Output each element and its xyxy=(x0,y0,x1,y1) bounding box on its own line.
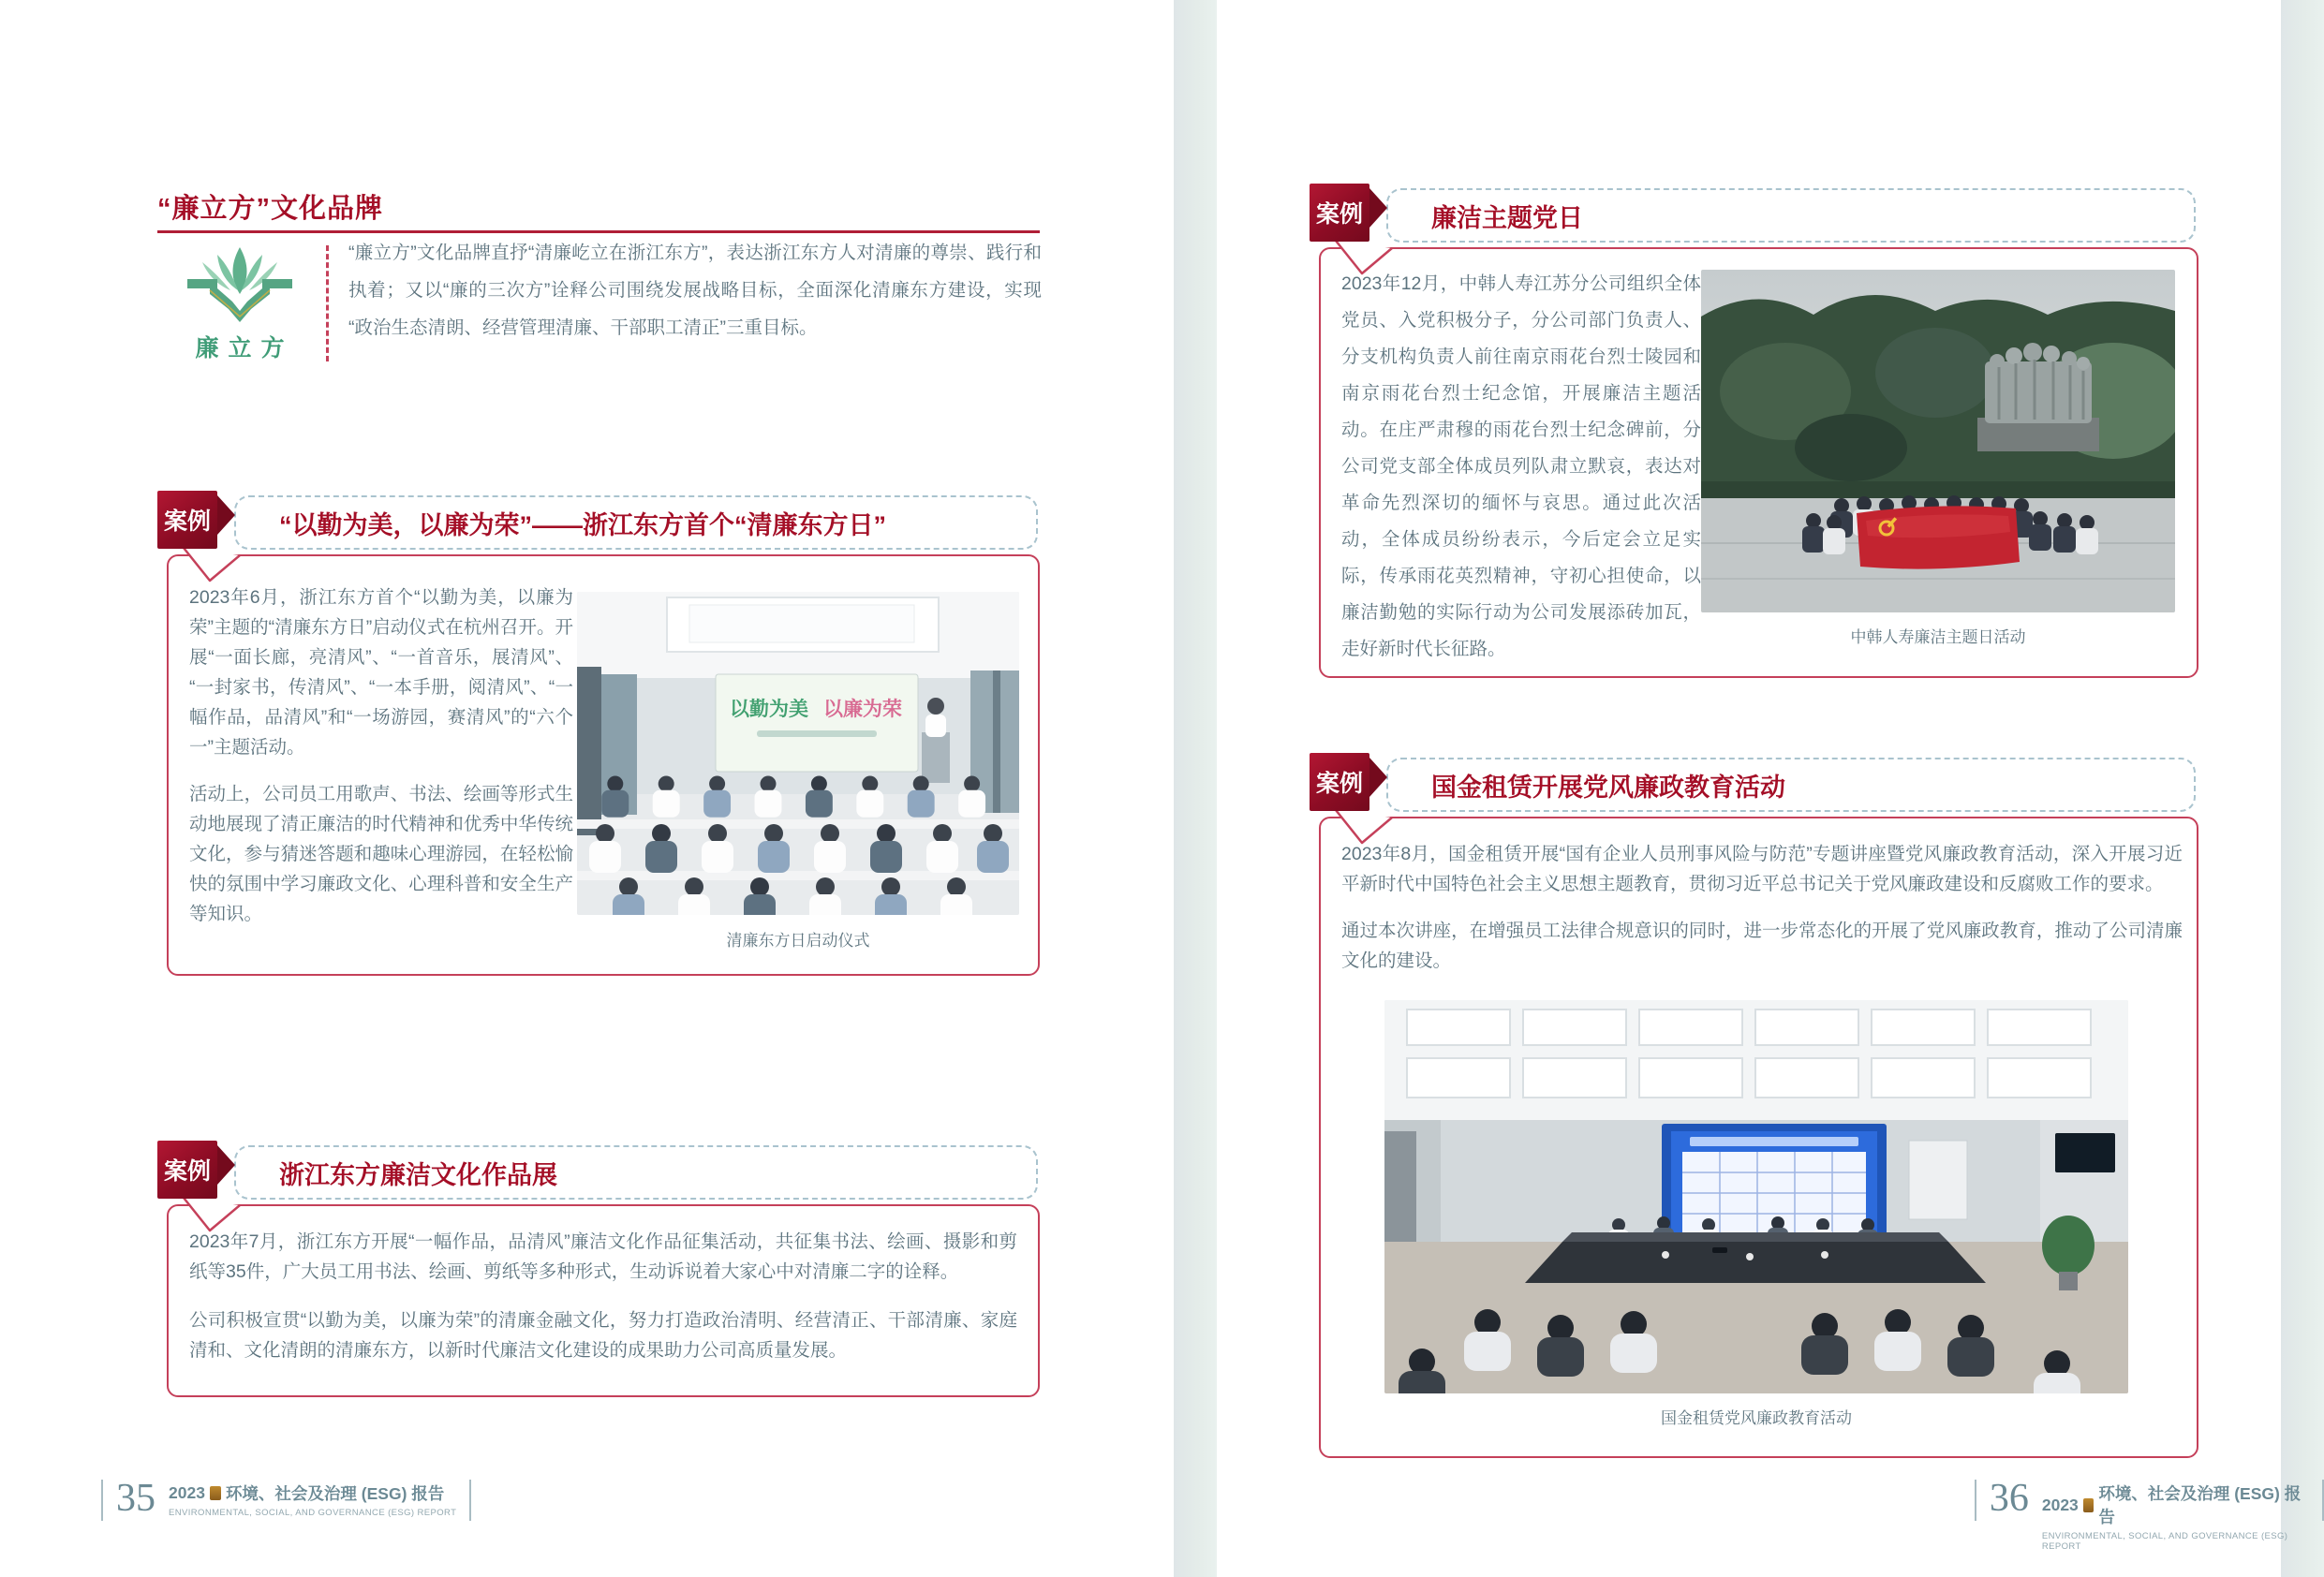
case-badge: 案例 xyxy=(157,491,217,549)
footer-divider xyxy=(1975,1480,1976,1521)
footer-report-title: 环境、社会及治理 (ESG) 报告 xyxy=(225,1484,445,1503)
screen-slogan-1: 以勤为美 xyxy=(730,699,808,720)
lianlifang-logo-text: 廉立方 xyxy=(195,335,294,361)
lianlifang-lotus-icon xyxy=(180,242,300,330)
podium xyxy=(922,732,950,783)
footer-report-title-en: ENVIRONMENTAL, SOCIAL, AND GOVERNANCE (ESG) REPORT xyxy=(2041,1531,2288,1552)
wall-tv xyxy=(2055,1133,2115,1172)
company-logo-icon xyxy=(2083,1498,2095,1512)
photo-qingfeng-day-launch xyxy=(577,592,1019,915)
footer-divider xyxy=(101,1480,103,1521)
case-badge: 案例 xyxy=(1310,753,1369,811)
paragraph: 2023年6月，浙江东方首个“以勤为美，以廉为荣”主题的“清廉东方日”启动仪式在杭州召开。开展“一面长廊，亮清风”、“一首音乐，展清风”、“一封家书，传清风”、“一本手册，阅清风”、“一幅作品，品清风”和“一场游园，赛清风”的“六个一”主题活动。 xyxy=(189,587,573,758)
case-title-qingfeng-day: “以勤为美，以廉为荣”——浙江东方首个“清廉东方日” xyxy=(234,495,1038,550)
case-badge: 案例 xyxy=(1310,184,1369,242)
brand-dashed-divider xyxy=(326,245,329,361)
case-body-guojin-education xyxy=(1341,839,2183,993)
photo-guojin-lecture xyxy=(1384,1000,2128,1393)
section-title: “廉立方”文化品牌 xyxy=(157,194,384,225)
paragraph: 公司积极宣贯“以勤为美，以廉为荣”的清廉金融文化，努力打造政治清明、经营清正、干部清廉、家庭清和、文化清朗的清廉东方，以新时代廉洁文化建设的成果助力公司高质量发展。 xyxy=(189,1310,1017,1361)
photo-martyrs-memorial xyxy=(1701,270,2175,612)
footer-report-title-en: ENVIRONMENTAL, SOCIAL, AND GOVERNANCE (ESG) REPORT xyxy=(169,1508,457,1518)
paragraph: 2023年8月，国金租赁开展“国有企业人员刑事风险与防范”专题讲座暨党风廉政教育活动，深入开展习近平新时代中国特色社会主义思想主题教育，贯彻习近平总书记关于党风廉政建设和反腐败工作的要求。 xyxy=(1341,844,2183,894)
section-rule xyxy=(157,230,1040,233)
case-badge: 案例 xyxy=(157,1141,217,1199)
monument xyxy=(1977,343,2099,451)
paragraph: 活动上，公司员工用歌声、书法、绘画等形式生动地展现了清正廉洁的时代精神和优秀中华传统文化，参与猜迷答题和趣味心理游园，在轻松愉快的氛围中学习廉政文化、心理科普和安全生产等知识。 xyxy=(189,784,573,924)
case-title-guojin-education: 国金租赁开展党风廉政教育活动 xyxy=(1386,758,2196,812)
footer-right xyxy=(1975,1478,2324,1552)
case-body-artworks-exhibition xyxy=(189,1227,1017,1384)
case-body-qingfeng-day xyxy=(189,582,573,946)
right-edge-band xyxy=(2281,0,2324,1577)
page-number: 35 xyxy=(116,1477,155,1520)
footer-report-title: 环境、社会及治理 (ESG) 报告 xyxy=(2098,1484,2302,1526)
plant xyxy=(2042,1216,2095,1275)
footer-divider xyxy=(469,1480,471,1521)
footer-year: 2023 xyxy=(2041,1495,2079,1514)
case-body-party-day xyxy=(1341,266,1701,685)
screen-slogan-2: 以廉为荣 xyxy=(823,699,902,720)
photo-caption: 清廉东方日启动仪式 xyxy=(726,932,870,950)
photo-caption: 国金租赁党风廉政教育活动 xyxy=(1661,1409,1852,1427)
case-box-tail xyxy=(182,546,242,583)
paragraph: 2023年7月，浙江东方开展“一幅作品，品清风”廉洁文化作品征集活动，共征集书法、绘画、摄影和剪纸等35件，广大员工用书法、绘画、剪纸等多种形式，生动诉说着大家心中对清廉二字的诠释。 xyxy=(189,1231,1017,1282)
footer-year: 2023 xyxy=(169,1483,205,1502)
center-gutter-band xyxy=(1174,0,1217,1577)
projection-screen xyxy=(716,674,918,772)
paragraph: 通过本次讲座，在增强员工法律合规意识的同时，进一步常态化的开展了党风廉政教育，推动了公司清廉文化的建设。 xyxy=(1341,921,2183,971)
case-title-party-day: 廉洁主题党日 xyxy=(1386,188,2196,243)
paragraph: 2023年12月，中韩人寿江苏分公司组织全体党员、入党积极分子，分公司部门负责人、分支机构负责人前往南京雨花台烈士陵园和南京雨花台烈士纪念馆，开展廉洁主题活动。在庄严肃穆的雨花台烈士纪念碑前，分公司党支部全体成员列队肃立默哀，表达对革命先烈深切的缅怀与哀思。通过此次活动，全体成员纷纷表示，今后定会立足实际，传承雨花英烈精神，守初心担使命，以廉洁勤勉的实际行动为公司发展添砖加瓦，走好新时代长征路。 xyxy=(1341,273,1701,659)
company-logo-icon xyxy=(210,1486,221,1500)
case-title-artworks-exhibition: 浙江东方廉洁文化作品展 xyxy=(234,1145,1038,1200)
conference-table xyxy=(1525,1242,1986,1283)
photo-caption: 中韩人寿廉洁主题日活动 xyxy=(1850,628,2026,646)
brand-intro-paragraph: “廉立方”文化品牌直抒“清廉屹立在浙江东方”，表达浙江东方人对清廉的尊崇、践行和执着；又以“廉的三次方”诠释公司围绕发展战略目标，全面深化清廉东方建设，实现“政治生态清朗、经营管理清廉、干部职工清正”三重目标。 xyxy=(348,243,1042,338)
footer-left xyxy=(101,1478,471,1521)
page-number: 36 xyxy=(1989,1477,2029,1520)
